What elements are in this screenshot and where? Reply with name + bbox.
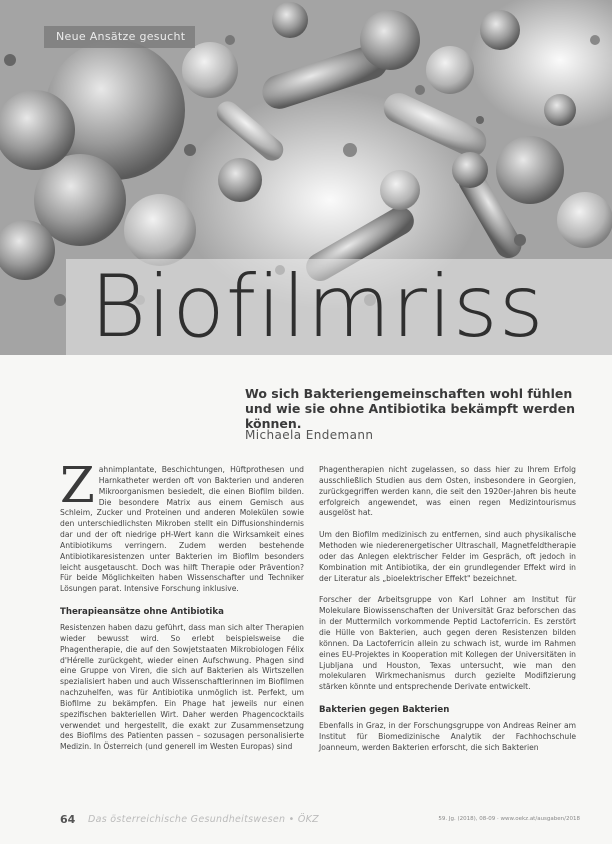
article-subtitle: Wo sich Bakteriengemeinschaften wohl fühlen und wie sie ohne Antibiotika bekämpft werden können. [245,386,575,431]
magazine-name: Das österreichische Gesundheitswesen • ÖKZ [88,814,319,825]
page-title: Biofilmriss [90,257,545,355]
article-paragraph: Phagentherapien nicht zugelassen, so dass hier zu Ihrem Erfolg ausschließlich Studien aus dem Osten, insbesondere in Georgien, zurückgegriffen werden kann, die seit den 1920er-Jahren bis heute erfolgreich angewendet, was einen regen Medizintourismus ausgelöst hat. [319,465,576,518]
article-paragraph: Resistenzen haben dazu geführt, dass man sich alter Therapien wieder bewusst wird. So erlebt beispielsweise die Phagentherapie, die auf den Sowjetstaaten Mikrobiologen Félix d'Hérelle zurückgeht, wieder einen Aufschwung. Phagen sind eine Gruppe von Viren, die sich auf Bakterien als Wirtszellen spezialisiert haben und auch Wissenschaftlerinnen im Biofilmen nachzuhelfen, was für Antibiotika unmöglich ist. Perfekt, um Biofilme zu bekämpfen. Ein Phage hat jeweils nur einen spezifischen bakteriellen Wirt. Daher werden Phagencocktails verwendet und hergestellt, die exakt zur Zusammensetzung des Biofilms des Patienten passen – sozusagen personalisierte Medizin. In Österreich (und generell im Westen Europas) sind [60,622,304,752]
section-heading: Therapieansätze ohne Antibiotika [60,607,224,618]
article-paragraph: Forscher der Arbeitsgruppe von Karl Lohner am Institut für Molekulare Biowissenschaften der Universität Graz beforschen das in der Muttermilch vorkommende Peptid Lactoferricin. Es zerstört die Hülle von Bakterien, auch gegen deren Resistenzen bilden können. Da Lactoferricin allein zu schwach ist, wurde im Rahmen eines EU-Projektes in Kooperation mit Kollegen der Universitäten in Ljubljana und Houston, Texas untersucht, wie man den molekularen Wirkmechanismus durch gezielte Modifizierung stärken könnte und entsprechende Derivate entwickelt. [319,595,576,692]
author-name: Michaela Endemann [245,428,374,442]
section-heading: Bakterien gegen Bakterien [319,705,450,716]
footer-small-print: 59. Jg. (2018), 08-09 · www.oekz.at/ausgaben/2018 [438,816,580,822]
article-paragraph: Um den Biofilm medizinisch zu entfernen, sind auch physikalische Methoden wie niederenergetischer Ultraschall, Magnetfeldtherapie oder das Anlegen elektrischer Felder im Gespräch, oft jedoch in Kombination mit Antibiotika, der ein grundlegender Effekt wird in der Literatur als „bioelektrischer Effekt" bezeichnet. [319,530,576,583]
page-footer [60,813,580,827]
section-tag: Neue Ansätze gesucht [44,26,195,48]
article-paragraph [60,456,304,595]
hero-image [0,0,612,355]
article-column-right [319,465,576,753]
paragraph-text: ahnimplantate, Beschichtungen, Hüftprothesen und Harnkatheter werden oft von Bakterien und anderen Mikroorganismen besiedelt, die einen Biofilm bilden. Die besondere Matrix aus einem Gemisch aus Schleim, Zucker und Proteinen und anderen Molekülen sowie den unterschiedlichsten Mikroben stellt ein Diffusionshindernis dar und der oft niedrige pH-Wert kann die Wirksamkeit eines Antibiotikums verringern. Zudem werden bestehende Antibiotikaresistenzen unter Bakterien im Biofilm besonders leicht ausgetauscht. Doch was hilft Therapie oder Prävention? Für beide Möglichkeiten haben Wissenschafter und Techniker Lösungen parat. Intensive Forschung inklusive. [60,465,304,594]
article-paragraph: Ebenfalls in Graz, in der Forschungsgruppe von Andreas Reiner am Institut für Biomedizinische Analytik der Fachhochschule Joanneum, werden Bakterien erforscht, die sich Bakterien [319,720,576,752]
drop-cap: Z [60,456,95,514]
article-column-left [60,456,304,753]
page-number: 64 [60,813,76,826]
